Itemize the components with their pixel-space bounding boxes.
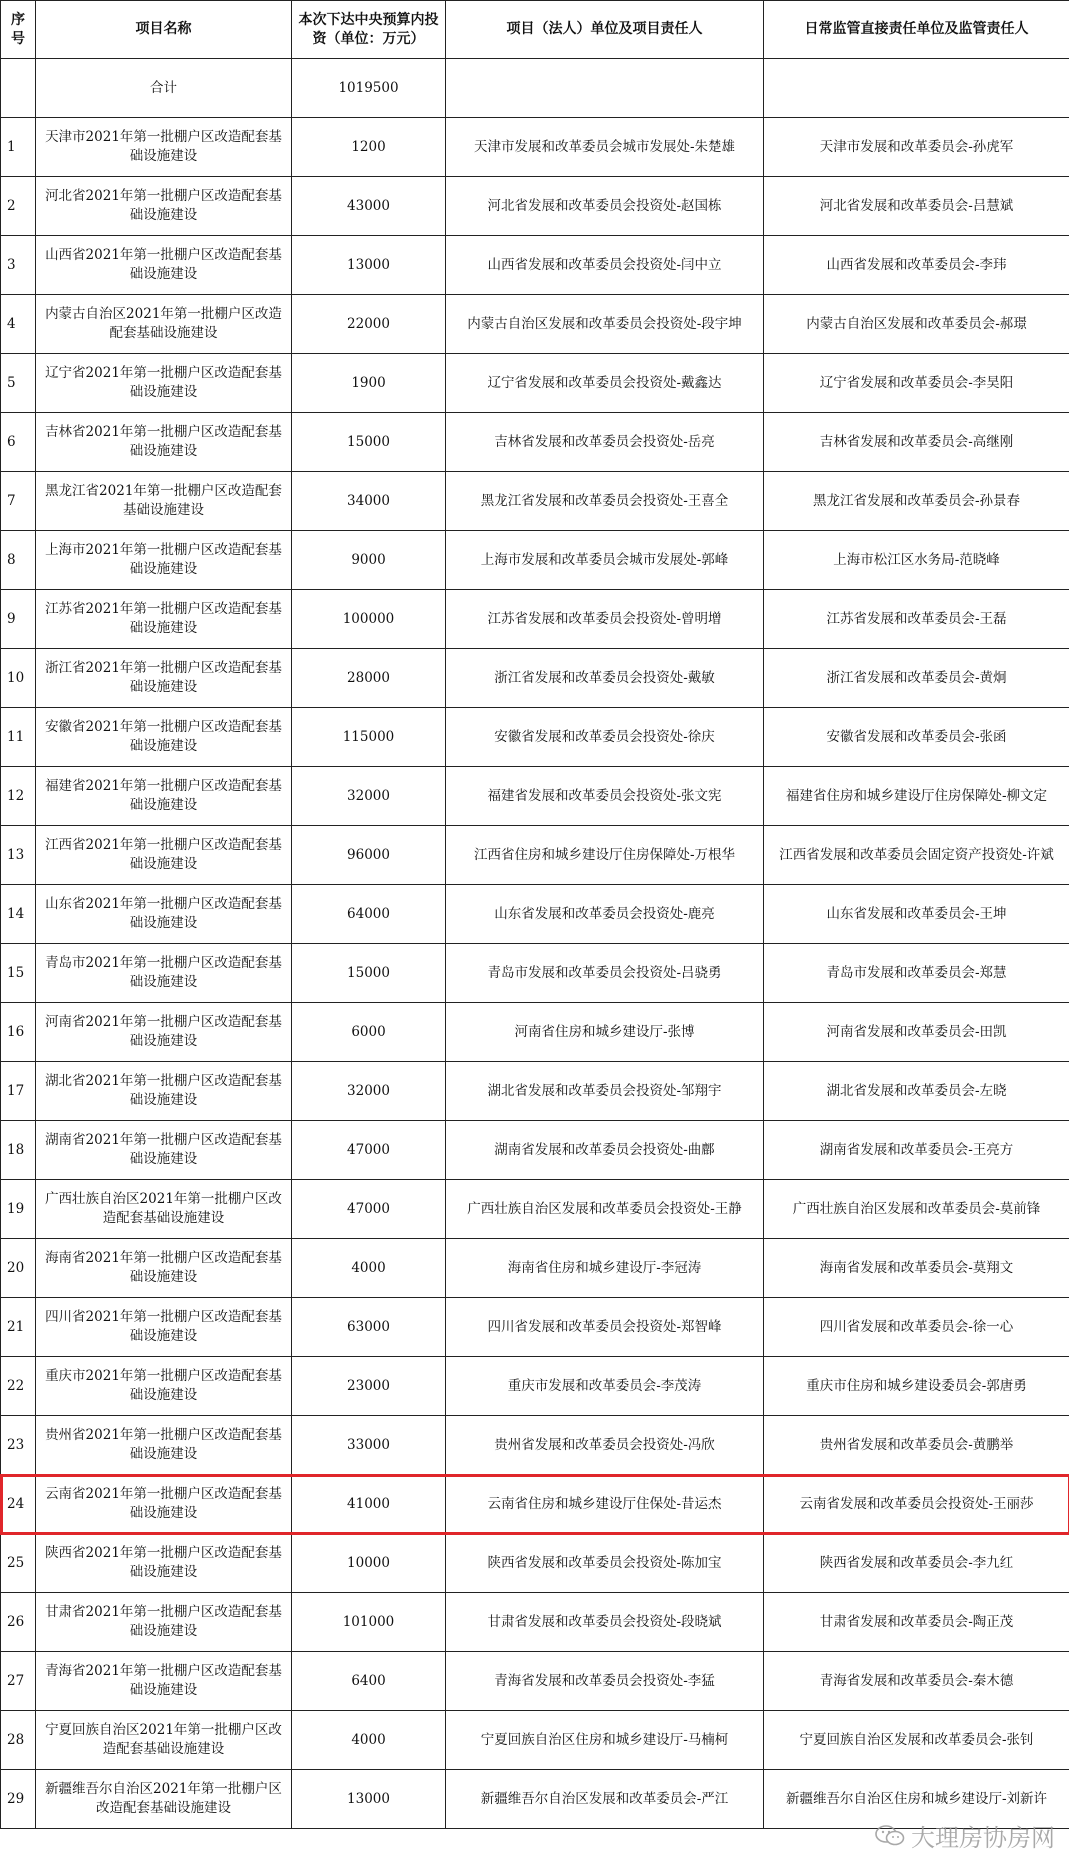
table-row [1, 708, 1069, 767]
row-index: 24 [1, 1475, 36, 1534]
row-project-unit: 吉林省发展和改革委员会投资处-岳亮 [446, 413, 764, 472]
row-index: 27 [1, 1652, 36, 1711]
row-index: 17 [1, 1062, 36, 1121]
row-project-name: 天津市2021年第一批棚户区改造配套基础设施建设 [36, 118, 292, 177]
row-supervisor: 河南省发展和改革委员会-田凯 [764, 1003, 1069, 1062]
row-supervisor: 甘肃省发展和改革委员会-陶正茂 [764, 1593, 1069, 1652]
table-row [1, 354, 1069, 413]
row-index: 29 [1, 1770, 36, 1829]
row-amount: 1200 [292, 118, 446, 177]
row-project-name: 新疆维吾尔自治区2021年第一批棚户区改造配套基础设施建设 [36, 1770, 292, 1829]
row-supervisor: 湖南省发展和改革委员会-王亮方 [764, 1121, 1069, 1180]
header-supervisor: 日常监管直接责任单位及监管责任人 [764, 1, 1069, 59]
table-row [1, 1652, 1069, 1711]
table-row [1, 531, 1069, 590]
row-supervisor: 内蒙古自治区发展和改革委员会-郝璟 [764, 295, 1069, 354]
row-supervisor: 新疆维吾尔自治区住房和城乡建设厅-刘新许 [764, 1770, 1069, 1829]
row-project-name: 山东省2021年第一批棚户区改造配套基础设施建设 [36, 885, 292, 944]
table-row [1, 177, 1069, 236]
watermark [875, 1818, 1055, 1853]
row-amount: 96000 [292, 826, 446, 885]
watermark-text: 大理房协房网 [911, 1824, 1055, 1852]
row-index: 4 [1, 295, 36, 354]
row-project-name: 陕西省2021年第一批棚户区改造配套基础设施建设 [36, 1534, 292, 1593]
row-project-unit: 新疆维吾尔自治区发展和改革委员会-严江 [446, 1770, 764, 1829]
row-project-name: 辽宁省2021年第一批棚户区改造配套基础设施建设 [36, 354, 292, 413]
row-project-unit: 内蒙古自治区发展和改革委员会投资处-段宇坤 [446, 295, 764, 354]
row-amount: 9000 [292, 531, 446, 590]
row-project-unit: 广西壮族自治区发展和改革委员会投资处-王静 [446, 1180, 764, 1239]
row-supervisor: 上海市松江区水务局-范晓峰 [764, 531, 1069, 590]
table-row [1, 649, 1069, 708]
row-project-name: 河南省2021年第一批棚户区改造配套基础设施建设 [36, 1003, 292, 1062]
row-project-unit: 江西省住房和城乡建设厅住房保障处-万根华 [446, 826, 764, 885]
row-project-unit: 辽宁省发展和改革委员会投资处-戴鑫达 [446, 354, 764, 413]
table-row [1, 413, 1069, 472]
row-index: 22 [1, 1357, 36, 1416]
wechat-icon [875, 1824, 905, 1848]
row-project-name: 江西省2021年第一批棚户区改造配套基础设施建设 [36, 826, 292, 885]
row-project-unit: 安徽省发展和改革委员会投资处-徐庆 [446, 708, 764, 767]
row-index: 21 [1, 1298, 36, 1357]
table-row [1, 1062, 1069, 1121]
row-amount: 32000 [292, 767, 446, 826]
row-amount: 115000 [292, 708, 446, 767]
row-amount: 47000 [292, 1180, 446, 1239]
table-row [1, 295, 1069, 354]
row-project-unit: 河南省住房和城乡建设厅-张博 [446, 1003, 764, 1062]
row-supervisor: 浙江省发展和改革委员会-黄炯 [764, 649, 1069, 708]
row-supervisor: 青海省发展和改革委员会-秦木德 [764, 1652, 1069, 1711]
row-project-unit: 天津市发展和改革委员会城市发展处-朱楚雄 [446, 118, 764, 177]
row-project-name: 云南省2021年第一批棚户区改造配套基础设施建设 [36, 1475, 292, 1534]
row-index: 14 [1, 885, 36, 944]
row-amount: 63000 [292, 1298, 446, 1357]
row-index: 2 [1, 177, 36, 236]
header-project-name: 项目名称 [36, 1, 292, 59]
row-amount: 10000 [292, 1534, 446, 1593]
row-amount: 64000 [292, 885, 446, 944]
row-supervisor: 天津市发展和改革委员会-孙虎军 [764, 118, 1069, 177]
row-project-name: 广西壮族自治区2021年第一批棚户区改造配套基础设施建设 [36, 1180, 292, 1239]
row-project-name: 湖南省2021年第一批棚户区改造配套基础设施建设 [36, 1121, 292, 1180]
row-project-unit: 黑龙江省发展和改革委员会投资处-王喜全 [446, 472, 764, 531]
row-index: 16 [1, 1003, 36, 1062]
row-project-unit: 山东省发展和改革委员会投资处-鹿亮 [446, 885, 764, 944]
row-supervisor: 吉林省发展和改革委员会-高继刚 [764, 413, 1069, 472]
table-row-highlighted [1, 1475, 1069, 1534]
row-project-unit: 四川省发展和改革委员会投资处-郑智峰 [446, 1298, 764, 1357]
row-project-name: 上海市2021年第一批棚户区改造配套基础设施建设 [36, 531, 292, 590]
row-amount: 100000 [292, 590, 446, 649]
row-project-name: 山西省2021年第一批棚户区改造配套基础设施建设 [36, 236, 292, 295]
row-project-unit: 甘肃省发展和改革委员会投资处-段晓斌 [446, 1593, 764, 1652]
row-index: 26 [1, 1593, 36, 1652]
table-row [1, 1593, 1069, 1652]
row-index: 25 [1, 1534, 36, 1593]
row-supervisor: 黑龙江省发展和改革委员会-孙景春 [764, 472, 1069, 531]
row-index: 18 [1, 1121, 36, 1180]
row-project-unit: 海南省住房和城乡建设厅-李冠涛 [446, 1239, 764, 1298]
row-project-unit: 河北省发展和改革委员会投资处-赵国栋 [446, 177, 764, 236]
row-project-name: 宁夏回族自治区2021年第一批棚户区改造配套基础设施建设 [36, 1711, 292, 1770]
row-amount: 13000 [292, 1770, 446, 1829]
row-project-name: 青海省2021年第一批棚户区改造配套基础设施建设 [36, 1652, 292, 1711]
row-supervisor: 陕西省发展和改革委员会-李九红 [764, 1534, 1069, 1593]
row-supervisor: 宁夏回族自治区发展和改革委员会-张钊 [764, 1711, 1069, 1770]
row-supervisor: 江西省发展和改革委员会固定资产投资处-许斌 [764, 826, 1069, 885]
row-project-unit: 山西省发展和改革委员会投资处-闫中立 [446, 236, 764, 295]
table-row [1, 118, 1069, 177]
row-index: 10 [1, 649, 36, 708]
row-index: 5 [1, 354, 36, 413]
row-project-unit: 青海省发展和改革委员会投资处-李猛 [446, 1652, 764, 1711]
row-amount: 41000 [292, 1475, 446, 1534]
table-row [1, 590, 1069, 649]
row-project-name: 甘肃省2021年第一批棚户区改造配套基础设施建设 [36, 1593, 292, 1652]
row-supervisor: 江苏省发展和改革委员会-王磊 [764, 590, 1069, 649]
table-row [1, 1711, 1069, 1770]
row-index: 19 [1, 1180, 36, 1239]
row-supervisor: 贵州省发展和改革委员会-黄鹏举 [764, 1416, 1069, 1475]
row-amount: 43000 [292, 177, 446, 236]
header-idx: 序号 [1, 1, 36, 59]
row-index: 6 [1, 413, 36, 472]
row-amount: 13000 [292, 236, 446, 295]
header-amount: 本次下达中央预算内投资（单位：万元） [292, 1, 446, 59]
table-row [1, 885, 1069, 944]
row-project-unit: 浙江省发展和改革委员会投资处-戴敏 [446, 649, 764, 708]
table-row [1, 1357, 1069, 1416]
row-index: 11 [1, 708, 36, 767]
table-row [1, 767, 1069, 826]
row-project-name: 福建省2021年第一批棚户区改造配套基础设施建设 [36, 767, 292, 826]
row-project-unit: 贵州省发展和改革委员会投资处-冯欣 [446, 1416, 764, 1475]
row-project-unit: 云南省住房和城乡建设厅住保处-昔运杰 [446, 1475, 764, 1534]
row-amount: 15000 [292, 944, 446, 1003]
row-project-name: 贵州省2021年第一批棚户区改造配套基础设施建设 [36, 1416, 292, 1475]
row-amount: 34000 [292, 472, 446, 531]
row-project-unit: 福建省发展和改革委员会投资处-张文宪 [446, 767, 764, 826]
row-project-name: 青岛市2021年第一批棚户区改造配套基础设施建设 [36, 944, 292, 1003]
table-row [1, 1298, 1069, 1357]
row-amount: 101000 [292, 1593, 446, 1652]
row-supervisor: 海南省发展和改革委员会-莫翔文 [764, 1239, 1069, 1298]
table-row [1, 236, 1069, 295]
row-project-name: 江苏省2021年第一批棚户区改造配套基础设施建设 [36, 590, 292, 649]
header-project-unit: 项目（法人）单位及项目责任人 [446, 1, 764, 59]
row-project-name: 安徽省2021年第一批棚户区改造配套基础设施建设 [36, 708, 292, 767]
total-row [1, 59, 1069, 118]
total-label: 合计 [36, 59, 292, 118]
row-amount: 6000 [292, 1003, 446, 1062]
row-project-name: 内蒙古自治区2021年第一批棚户区改造配套基础设施建设 [36, 295, 292, 354]
row-amount: 22000 [292, 295, 446, 354]
row-project-unit: 陕西省发展和改革委员会投资处-陈加宝 [446, 1534, 764, 1593]
row-index: 8 [1, 531, 36, 590]
row-project-name: 四川省2021年第一批棚户区改造配套基础设施建设 [36, 1298, 292, 1357]
row-index: 13 [1, 826, 36, 885]
row-project-name: 吉林省2021年第一批棚户区改造配套基础设施建设 [36, 413, 292, 472]
row-index: 3 [1, 236, 36, 295]
row-amount: 4000 [292, 1239, 446, 1298]
row-amount: 1900 [292, 354, 446, 413]
row-project-unit: 湖南省发展和改革委员会投资处-曲鄜 [446, 1121, 764, 1180]
row-index: 7 [1, 472, 36, 531]
row-amount: 15000 [292, 413, 446, 472]
row-supervisor: 云南省发展和改革委员会投资处-王丽莎 [764, 1475, 1069, 1534]
table-row [1, 1003, 1069, 1062]
row-project-name: 重庆市2021年第一批棚户区改造配套基础设施建设 [36, 1357, 292, 1416]
total-supervisor-cell [764, 59, 1069, 118]
table-row [1, 1239, 1069, 1298]
row-supervisor: 青岛市发展和改革委员会-郑慧 [764, 944, 1069, 1003]
table-row [1, 826, 1069, 885]
table-row [1, 1180, 1069, 1239]
table-row [1, 944, 1069, 1003]
table-row [1, 1121, 1069, 1180]
row-index: 12 [1, 767, 36, 826]
row-project-unit: 青岛市发展和改革委员会投资处-吕骁勇 [446, 944, 764, 1003]
row-supervisor: 四川省发展和改革委员会-徐一心 [764, 1298, 1069, 1357]
row-project-name: 浙江省2021年第一批棚户区改造配套基础设施建设 [36, 649, 292, 708]
row-amount: 47000 [292, 1121, 446, 1180]
row-supervisor: 广西壮族自治区发展和改革委员会-莫前锋 [764, 1180, 1069, 1239]
table-header-row [1, 1, 1069, 59]
row-amount: 28000 [292, 649, 446, 708]
row-project-name: 湖北省2021年第一批棚户区改造配套基础设施建设 [36, 1062, 292, 1121]
total-amount: 1019500 [292, 59, 446, 118]
total-unit-cell [446, 59, 764, 118]
row-index: 15 [1, 944, 36, 1003]
row-supervisor: 辽宁省发展和改革委员会-李昊阳 [764, 354, 1069, 413]
row-amount: 23000 [292, 1357, 446, 1416]
table-row [1, 1534, 1069, 1593]
row-project-unit: 重庆市发展和改革委员会-李茂涛 [446, 1357, 764, 1416]
row-project-unit: 宁夏回族自治区住房和城乡建设厅-马楠柯 [446, 1711, 764, 1770]
row-supervisor: 河北省发展和改革委员会-吕慧斌 [764, 177, 1069, 236]
row-index: 28 [1, 1711, 36, 1770]
row-project-name: 河北省2021年第一批棚户区改造配套基础设施建设 [36, 177, 292, 236]
row-supervisor: 山西省发展和改革委员会-李玮 [764, 236, 1069, 295]
row-index: 1 [1, 118, 36, 177]
row-supervisor: 重庆市住房和城乡建设委员会-郭唐勇 [764, 1357, 1069, 1416]
row-index: 20 [1, 1239, 36, 1298]
row-project-unit: 江苏省发展和改革委员会投资处-曾明增 [446, 590, 764, 649]
row-supervisor: 安徽省发展和改革委员会-张函 [764, 708, 1069, 767]
row-index: 9 [1, 590, 36, 649]
table-row [1, 472, 1069, 531]
row-project-unit: 湖北省发展和改革委员会投资处-邹翔宇 [446, 1062, 764, 1121]
table-row [1, 1416, 1069, 1475]
row-project-name: 海南省2021年第一批棚户区改造配套基础设施建设 [36, 1239, 292, 1298]
row-amount: 6400 [292, 1652, 446, 1711]
row-index: 23 [1, 1416, 36, 1475]
row-supervisor: 福建省住房和城乡建设厅住房保障处-柳文定 [764, 767, 1069, 826]
total-idx-cell [1, 59, 36, 118]
row-supervisor: 湖北省发展和改革委员会-左晓 [764, 1062, 1069, 1121]
row-project-unit: 上海市发展和改革委员会城市发展处-郭峰 [446, 531, 764, 590]
row-supervisor: 山东省发展和改革委员会-王坤 [764, 885, 1069, 944]
row-project-name: 黑龙江省2021年第一批棚户区改造配套基础设施建设 [36, 472, 292, 531]
row-amount: 33000 [292, 1416, 446, 1475]
row-amount: 32000 [292, 1062, 446, 1121]
row-amount: 4000 [292, 1711, 446, 1770]
